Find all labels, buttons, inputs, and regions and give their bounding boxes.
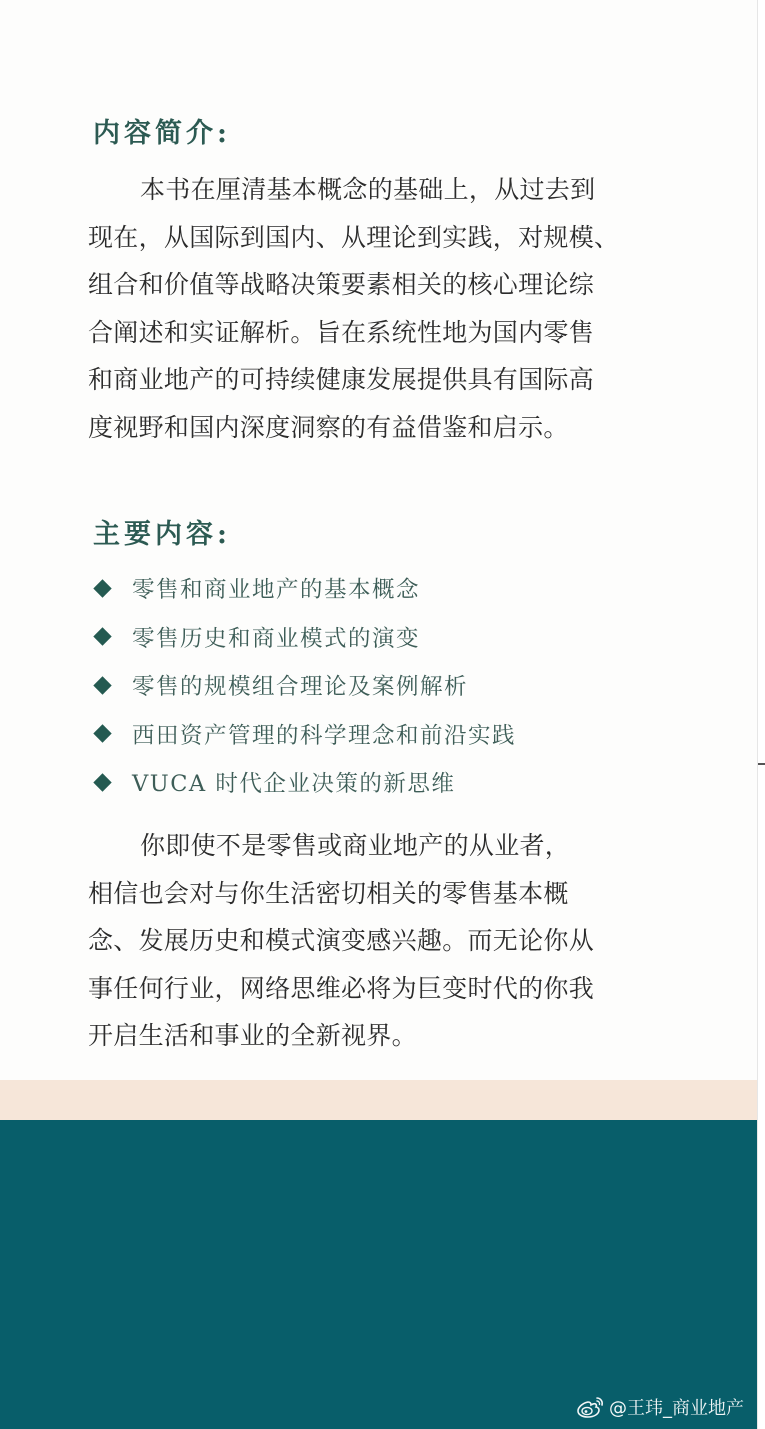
intro-paragraph	[88, 166, 648, 451]
outro-line: 相信也会对与你生活密切相关的零售基本概	[88, 878, 569, 908]
diamond-bullet-icon	[93, 725, 111, 743]
diamond-bullet-icon	[93, 676, 111, 694]
weibo-icon	[576, 1395, 606, 1419]
list-item-text: VUCA 时代企业决策的新思维	[132, 771, 456, 798]
intro-line: 现在，从国际到国内、从理论到实践，对规模、	[88, 222, 620, 252]
diamond-bullet-icon	[93, 773, 111, 791]
list-item-text: 零售的规模组合理论及案例解析	[132, 674, 469, 701]
list-item-text: 零售历史和商业模式的演变	[132, 625, 421, 652]
list-item	[92, 758, 516, 807]
diamond-bullet-icon	[93, 579, 111, 597]
list-item	[92, 710, 516, 759]
intro-line: 合阐述和实证解析。旨在系统性地为国内零售	[88, 317, 595, 347]
diamond-bullet-icon	[93, 628, 111, 646]
teal-footer-band	[0, 1120, 757, 1429]
list-item	[92, 564, 516, 613]
list-item	[92, 613, 516, 662]
outro-line: 事任何行业，网络思维必将为巨变时代的你我	[88, 973, 595, 1003]
outro-line: 念、发展历史和模式演变感兴趣。而无论你从	[88, 926, 595, 955]
weibo-watermark	[576, 1394, 744, 1420]
main-content-heading: 主要内容:	[93, 519, 231, 550]
intro-heading: 内容简介:	[93, 118, 231, 149]
page-edge	[757, 0, 758, 1429]
outro-line: 开启生活和事业的全新视界。	[88, 1021, 417, 1050]
watermark-text: @王玮_商业地产	[609, 1398, 744, 1419]
intro-line: 组合和价值等战略决策要素相关的核心理论综	[88, 270, 595, 299]
outro-paragraph	[88, 822, 648, 1060]
intro-line: 和商业地产的可持续健康发展提供具有国际高	[88, 365, 595, 394]
list-item-text: 零售和商业地产的基本概念	[132, 577, 421, 604]
list-item	[92, 661, 516, 710]
list-item-text: 西田资产管理的科学理念和前沿实践	[132, 722, 517, 749]
page-edge-mark	[758, 763, 765, 765]
intro-line: 本书在厘清基本概念的基础上，从过去到	[140, 175, 596, 204]
beige-divider-band	[0, 1080, 757, 1120]
intro-line: 度视野和国内深度洞察的有益借鉴和启示。	[88, 412, 569, 442]
main-content-list	[92, 564, 516, 807]
outro-line: 你即使不是零售或商业地产的从业者，	[140, 831, 571, 860]
